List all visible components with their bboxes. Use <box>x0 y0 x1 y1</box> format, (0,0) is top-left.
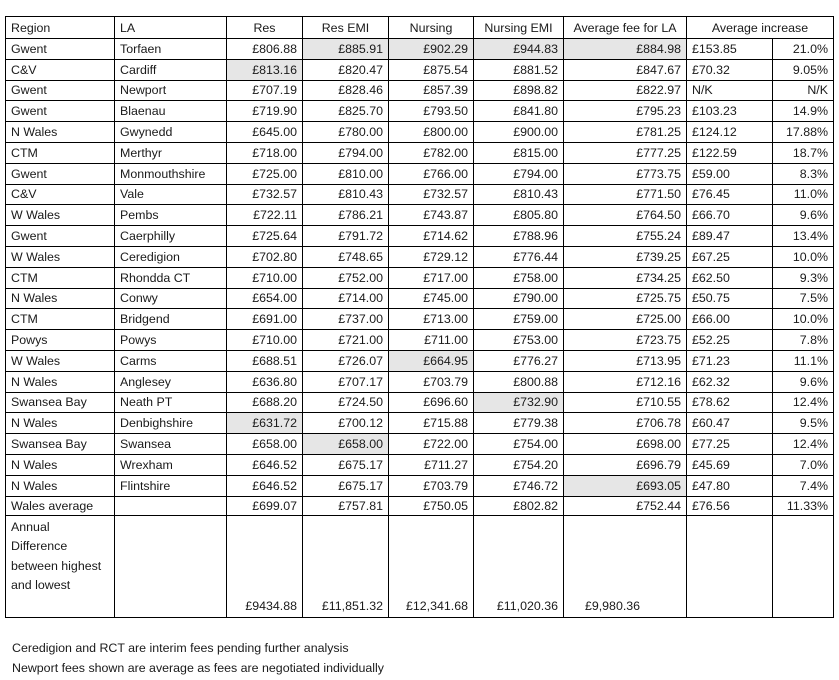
cell-region: W Wales <box>6 205 115 226</box>
cell-res-emi: £794.00 <box>303 142 389 163</box>
cell-avg-fee: £710.55 <box>564 392 687 413</box>
table-row <box>6 226 834 247</box>
cell-la: Pembs <box>115 205 227 226</box>
cell-res: £646.52 <box>227 475 303 496</box>
cell-res-emi: £791.72 <box>303 226 389 247</box>
table-row <box>6 413 834 434</box>
cell-region: W Wales <box>6 350 115 371</box>
cell-inc-amt: £70.32 <box>687 59 773 80</box>
cell-nursing-emi: £754.20 <box>474 454 564 475</box>
cell-nursing-emi: £944.83 <box>474 39 564 60</box>
cell-nursing: £875.54 <box>389 59 474 80</box>
header-nursing-emi: Nursing EMI <box>474 17 564 39</box>
cell-nursing-emi: £841.80 <box>474 101 564 122</box>
footnote-newport: Newport fees shown are average as fees are negotiated individually <box>12 661 384 675</box>
wales-average-label: Wales average <box>6 496 115 515</box>
cell-avg-fee: £777.25 <box>564 142 687 163</box>
cell-res: £631.72 <box>227 413 303 434</box>
cell-nursing: £800.00 <box>389 122 474 143</box>
cell-nursing-emi: £881.52 <box>474 59 564 80</box>
cell-nursing: £696.60 <box>389 392 474 413</box>
cell-res-emi: £828.46 <box>303 80 389 101</box>
cell-inc-pct: 7.0% <box>773 454 834 475</box>
header-la: LA <box>115 17 227 39</box>
wales-average-inc-pct: 11.33% <box>773 496 834 515</box>
wales-average-nursing-emi: £802.82 <box>474 496 564 515</box>
cell-region: N Wales <box>6 371 115 392</box>
table-row <box>6 330 834 351</box>
cell-region: C&V <box>6 59 115 80</box>
cell-inc-pct: 11.1% <box>773 350 834 371</box>
table-row <box>6 371 834 392</box>
cell-inc-amt: N/K <box>687 80 773 101</box>
cell-res-emi: £752.00 <box>303 267 389 288</box>
cell-inc-pct: 12.4% <box>773 434 834 455</box>
cell-la: Vale <box>115 184 227 205</box>
cell-la: Swansea <box>115 434 227 455</box>
table-body <box>6 39 834 497</box>
cell-region: CTM <box>6 309 115 330</box>
cell-region: N Wales <box>6 454 115 475</box>
cell-res-emi: £700.12 <box>303 413 389 434</box>
cell-nursing-emi: £732.90 <box>474 392 564 413</box>
table-row <box>6 39 834 60</box>
cell-region: C&V <box>6 184 115 205</box>
cell-inc-amt: £50.75 <box>687 288 773 309</box>
cell-nursing-emi: £900.00 <box>474 122 564 143</box>
cell-nursing-emi: £800.88 <box>474 371 564 392</box>
cell-res: £710.00 <box>227 330 303 351</box>
cell-inc-amt: £124.12 <box>687 122 773 143</box>
cell-res-emi: £885.91 <box>303 39 389 60</box>
cell-region: Swansea Bay <box>6 392 115 413</box>
cell-nursing-emi: £790.00 <box>474 288 564 309</box>
header-res-emi: Res EMI <box>303 17 389 39</box>
cell-la: Carms <box>115 350 227 371</box>
cell-nursing-emi: £754.00 <box>474 434 564 455</box>
annual-difference-inc-amt <box>687 515 773 617</box>
cell-region: Gwent <box>6 163 115 184</box>
cell-inc-amt: £153.85 <box>687 39 773 60</box>
table-row <box>6 184 834 205</box>
cell-inc-amt: £45.69 <box>687 454 773 475</box>
cell-region: Swansea Bay <box>6 434 115 455</box>
cell-inc-amt: £71.23 <box>687 350 773 371</box>
header-nursing: Nursing <box>389 17 474 39</box>
cell-avg-fee: £781.25 <box>564 122 687 143</box>
header-average-fee: Average fee for LA <box>564 17 687 39</box>
cell-nursing-emi: £776.27 <box>474 350 564 371</box>
wales-average-res-emi: £757.81 <box>303 496 389 515</box>
cell-la: Merthyr <box>115 142 227 163</box>
table-row <box>6 101 834 122</box>
cell-nursing-emi: £753.00 <box>474 330 564 351</box>
annual-difference-avg-fee: £9,980.36 <box>564 515 687 617</box>
cell-avg-fee: £884.98 <box>564 39 687 60</box>
cell-nursing: £703.79 <box>389 371 474 392</box>
table-row <box>6 288 834 309</box>
cell-inc-amt: £122.59 <box>687 142 773 163</box>
table-row <box>6 205 834 226</box>
cell-avg-fee: £725.75 <box>564 288 687 309</box>
cell-res: £732.57 <box>227 184 303 205</box>
table-row <box>6 267 834 288</box>
cell-res-emi: £737.00 <box>303 309 389 330</box>
cell-avg-fee: £771.50 <box>564 184 687 205</box>
cell-nursing-emi: £758.00 <box>474 267 564 288</box>
cell-region: N Wales <box>6 122 115 143</box>
cell-la: Rhondda CT <box>115 267 227 288</box>
cell-inc-pct: 7.5% <box>773 288 834 309</box>
cell-la: Ceredigion <box>115 246 227 267</box>
cell-inc-pct: 18.7% <box>773 142 834 163</box>
cell-region: Gwent <box>6 39 115 60</box>
cell-res: £710.00 <box>227 267 303 288</box>
annual-difference-label: Annual Difference between highest and lowest <box>6 515 115 617</box>
cell-inc-amt: £62.32 <box>687 371 773 392</box>
cell-inc-pct: 9.5% <box>773 413 834 434</box>
cell-nursing: £745.00 <box>389 288 474 309</box>
cell-res-emi: £721.00 <box>303 330 389 351</box>
cell-la: Cardiff <box>115 59 227 80</box>
table-row <box>6 122 834 143</box>
cell-inc-amt: £76.45 <box>687 184 773 205</box>
annual-difference-row <box>6 515 834 617</box>
annual-difference-nursing-emi: £11,020.36 <box>474 515 564 617</box>
cell-res: £725.64 <box>227 226 303 247</box>
cell-nursing: £729.12 <box>389 246 474 267</box>
cell-inc-pct: 13.4% <box>773 226 834 247</box>
cell-res: £718.00 <box>227 142 303 163</box>
cell-inc-pct: 17.88% <box>773 122 834 143</box>
cell-inc-amt: £66.00 <box>687 309 773 330</box>
cell-inc-amt: £77.25 <box>687 434 773 455</box>
cell-res: £654.00 <box>227 288 303 309</box>
cell-nursing-emi: £776.44 <box>474 246 564 267</box>
wales-average-res: £699.07 <box>227 496 303 515</box>
cell-nursing: £743.87 <box>389 205 474 226</box>
cell-inc-pct: 9.3% <box>773 267 834 288</box>
cell-nursing: £722.00 <box>389 434 474 455</box>
cell-res-emi: £786.21 <box>303 205 389 226</box>
cell-avg-fee: £739.25 <box>564 246 687 267</box>
cell-inc-pct: 10.0% <box>773 309 834 330</box>
cell-inc-amt: £66.70 <box>687 205 773 226</box>
table-row <box>6 80 834 101</box>
cell-inc-pct: 7.4% <box>773 475 834 496</box>
cell-avg-fee: £734.25 <box>564 267 687 288</box>
cell-inc-pct: 7.8% <box>773 330 834 351</box>
cell-res-emi: £726.07 <box>303 350 389 371</box>
cell-region: CTM <box>6 267 115 288</box>
cell-avg-fee: £713.95 <box>564 350 687 371</box>
cell-avg-fee: £725.00 <box>564 309 687 330</box>
cell-res-emi: £658.00 <box>303 434 389 455</box>
cell-inc-pct: 9.05% <box>773 59 834 80</box>
wales-average-nursing: £750.05 <box>389 496 474 515</box>
fees-table <box>5 16 834 618</box>
cell-nursing: £664.95 <box>389 350 474 371</box>
footnotes <box>12 638 384 678</box>
cell-res: £688.20 <box>227 392 303 413</box>
table-row <box>6 309 834 330</box>
cell-res-emi: £780.00 <box>303 122 389 143</box>
cell-avg-fee: £712.16 <box>564 371 687 392</box>
cell-nursing-emi: £898.82 <box>474 80 564 101</box>
cell-res-emi: £714.00 <box>303 288 389 309</box>
cell-nursing: £766.00 <box>389 163 474 184</box>
cell-la: Blaenau <box>115 101 227 122</box>
cell-res: £645.00 <box>227 122 303 143</box>
cell-inc-amt: £52.25 <box>687 330 773 351</box>
cell-nursing: £717.00 <box>389 267 474 288</box>
cell-inc-pct: 14.9% <box>773 101 834 122</box>
cell-nursing-emi: £746.72 <box>474 475 564 496</box>
cell-nursing-emi: £759.00 <box>474 309 564 330</box>
cell-avg-fee: £755.24 <box>564 226 687 247</box>
cell-region: Gwent <box>6 226 115 247</box>
cell-nursing: £793.50 <box>389 101 474 122</box>
cell-nursing: £902.29 <box>389 39 474 60</box>
cell-res-emi: £810.00 <box>303 163 389 184</box>
cell-region: N Wales <box>6 475 115 496</box>
table-row <box>6 454 834 475</box>
cell-nursing: £714.62 <box>389 226 474 247</box>
cell-nursing-emi: £805.80 <box>474 205 564 226</box>
cell-nursing: £732.57 <box>389 184 474 205</box>
table-row <box>6 163 834 184</box>
cell-nursing: £711.00 <box>389 330 474 351</box>
wales-average-row <box>6 496 834 515</box>
cell-region: N Wales <box>6 288 115 309</box>
cell-res: £813.16 <box>227 59 303 80</box>
cell-avg-fee: £795.23 <box>564 101 687 122</box>
cell-res-emi: £675.17 <box>303 454 389 475</box>
cell-region: W Wales <box>6 246 115 267</box>
cell-res: £722.11 <box>227 205 303 226</box>
cell-res-emi: £724.50 <box>303 392 389 413</box>
cell-res-emi: £820.47 <box>303 59 389 80</box>
cell-la: Wrexham <box>115 454 227 475</box>
table-row <box>6 59 834 80</box>
cell-res-emi: £707.17 <box>303 371 389 392</box>
table-row <box>6 434 834 455</box>
cell-nursing-emi: £788.96 <box>474 226 564 247</box>
cell-res: £702.80 <box>227 246 303 267</box>
cell-avg-fee: £764.50 <box>564 205 687 226</box>
cell-inc-pct: 12.4% <box>773 392 834 413</box>
cell-inc-amt: £59.00 <box>687 163 773 184</box>
table-row <box>6 392 834 413</box>
header-average-increase: Average increase <box>687 17 834 39</box>
cell-nursing: £713.00 <box>389 309 474 330</box>
cell-la: Gwynedd <box>115 122 227 143</box>
cell-region: Powys <box>6 330 115 351</box>
cell-la: Newport <box>115 80 227 101</box>
cell-nursing-emi: £779.38 <box>474 413 564 434</box>
cell-la: Denbighshire <box>115 413 227 434</box>
annual-difference-res: £9434.88 <box>227 515 303 617</box>
cell-la: Bridgend <box>115 309 227 330</box>
cell-res: £725.00 <box>227 163 303 184</box>
cell-inc-pct: 10.0% <box>773 246 834 267</box>
cell-res: £688.51 <box>227 350 303 371</box>
cell-res-emi: £675.17 <box>303 475 389 496</box>
cell-la: Powys <box>115 330 227 351</box>
cell-res-emi: £748.65 <box>303 246 389 267</box>
cell-inc-amt: £47.80 <box>687 475 773 496</box>
cell-inc-pct: 8.3% <box>773 163 834 184</box>
cell-nursing: £715.88 <box>389 413 474 434</box>
annual-difference-inc-pct <box>773 515 834 617</box>
cell-nursing-emi: £810.43 <box>474 184 564 205</box>
cell-la: Anglesey <box>115 371 227 392</box>
cell-nursing-emi: £815.00 <box>474 142 564 163</box>
cell-res: £658.00 <box>227 434 303 455</box>
cell-res: £691.00 <box>227 309 303 330</box>
cell-avg-fee: £773.75 <box>564 163 687 184</box>
cell-inc-amt: £78.62 <box>687 392 773 413</box>
cell-res: £707.19 <box>227 80 303 101</box>
cell-la: Caerphilly <box>115 226 227 247</box>
table-row <box>6 350 834 371</box>
footnote-interim: Ceredigion and RCT are interim fees pending further analysis <box>12 641 349 655</box>
cell-avg-fee: £696.79 <box>564 454 687 475</box>
cell-la: Flintshire <box>115 475 227 496</box>
cell-region: Gwent <box>6 101 115 122</box>
wales-average-avg-fee: £752.44 <box>564 496 687 515</box>
header-region: Region <box>6 17 115 39</box>
cell-nursing: £703.79 <box>389 475 474 496</box>
annual-difference-res-emi: £11,851.32 <box>303 515 389 617</box>
cell-res: £636.80 <box>227 371 303 392</box>
cell-inc-amt: £60.47 <box>687 413 773 434</box>
cell-nursing: £782.00 <box>389 142 474 163</box>
cell-inc-pct: 21.0% <box>773 39 834 60</box>
table-row <box>6 246 834 267</box>
cell-inc-amt: £103.23 <box>687 101 773 122</box>
cell-inc-amt: £62.50 <box>687 267 773 288</box>
cell-inc-pct: 11.0% <box>773 184 834 205</box>
cell-inc-amt: £89.47 <box>687 226 773 247</box>
cell-region: Gwent <box>6 80 115 101</box>
cell-la: Neath PT <box>115 392 227 413</box>
header-res: Res <box>227 17 303 39</box>
table-row <box>6 475 834 496</box>
cell-avg-fee: £723.75 <box>564 330 687 351</box>
cell-avg-fee: £706.78 <box>564 413 687 434</box>
cell-inc-pct: 9.6% <box>773 205 834 226</box>
cell-inc-pct: N/K <box>773 80 834 101</box>
cell-res: £646.52 <box>227 454 303 475</box>
cell-nursing: £857.39 <box>389 80 474 101</box>
cell-avg-fee: £698.00 <box>564 434 687 455</box>
cell-la: Conwy <box>115 288 227 309</box>
cell-region: CTM <box>6 142 115 163</box>
header-row <box>6 17 834 39</box>
cell-la: Monmouthshire <box>115 163 227 184</box>
cell-la: Torfaen <box>115 39 227 60</box>
cell-res-emi: £825.70 <box>303 101 389 122</box>
cell-region: N Wales <box>6 413 115 434</box>
wales-average-la <box>115 496 227 515</box>
cell-inc-amt: £67.25 <box>687 246 773 267</box>
annual-difference-nursing: £12,341.68 <box>389 515 474 617</box>
annual-difference-la <box>115 515 227 617</box>
cell-inc-pct: 9.6% <box>773 371 834 392</box>
cell-avg-fee: £693.05 <box>564 475 687 496</box>
cell-nursing: £711.27 <box>389 454 474 475</box>
cell-res: £719.90 <box>227 101 303 122</box>
cell-res-emi: £810.43 <box>303 184 389 205</box>
wales-average-inc-amt: £76.56 <box>687 496 773 515</box>
cell-avg-fee: £847.67 <box>564 59 687 80</box>
cell-nursing-emi: £794.00 <box>474 163 564 184</box>
cell-avg-fee: £822.97 <box>564 80 687 101</box>
table-row <box>6 142 834 163</box>
cell-res: £806.88 <box>227 39 303 60</box>
